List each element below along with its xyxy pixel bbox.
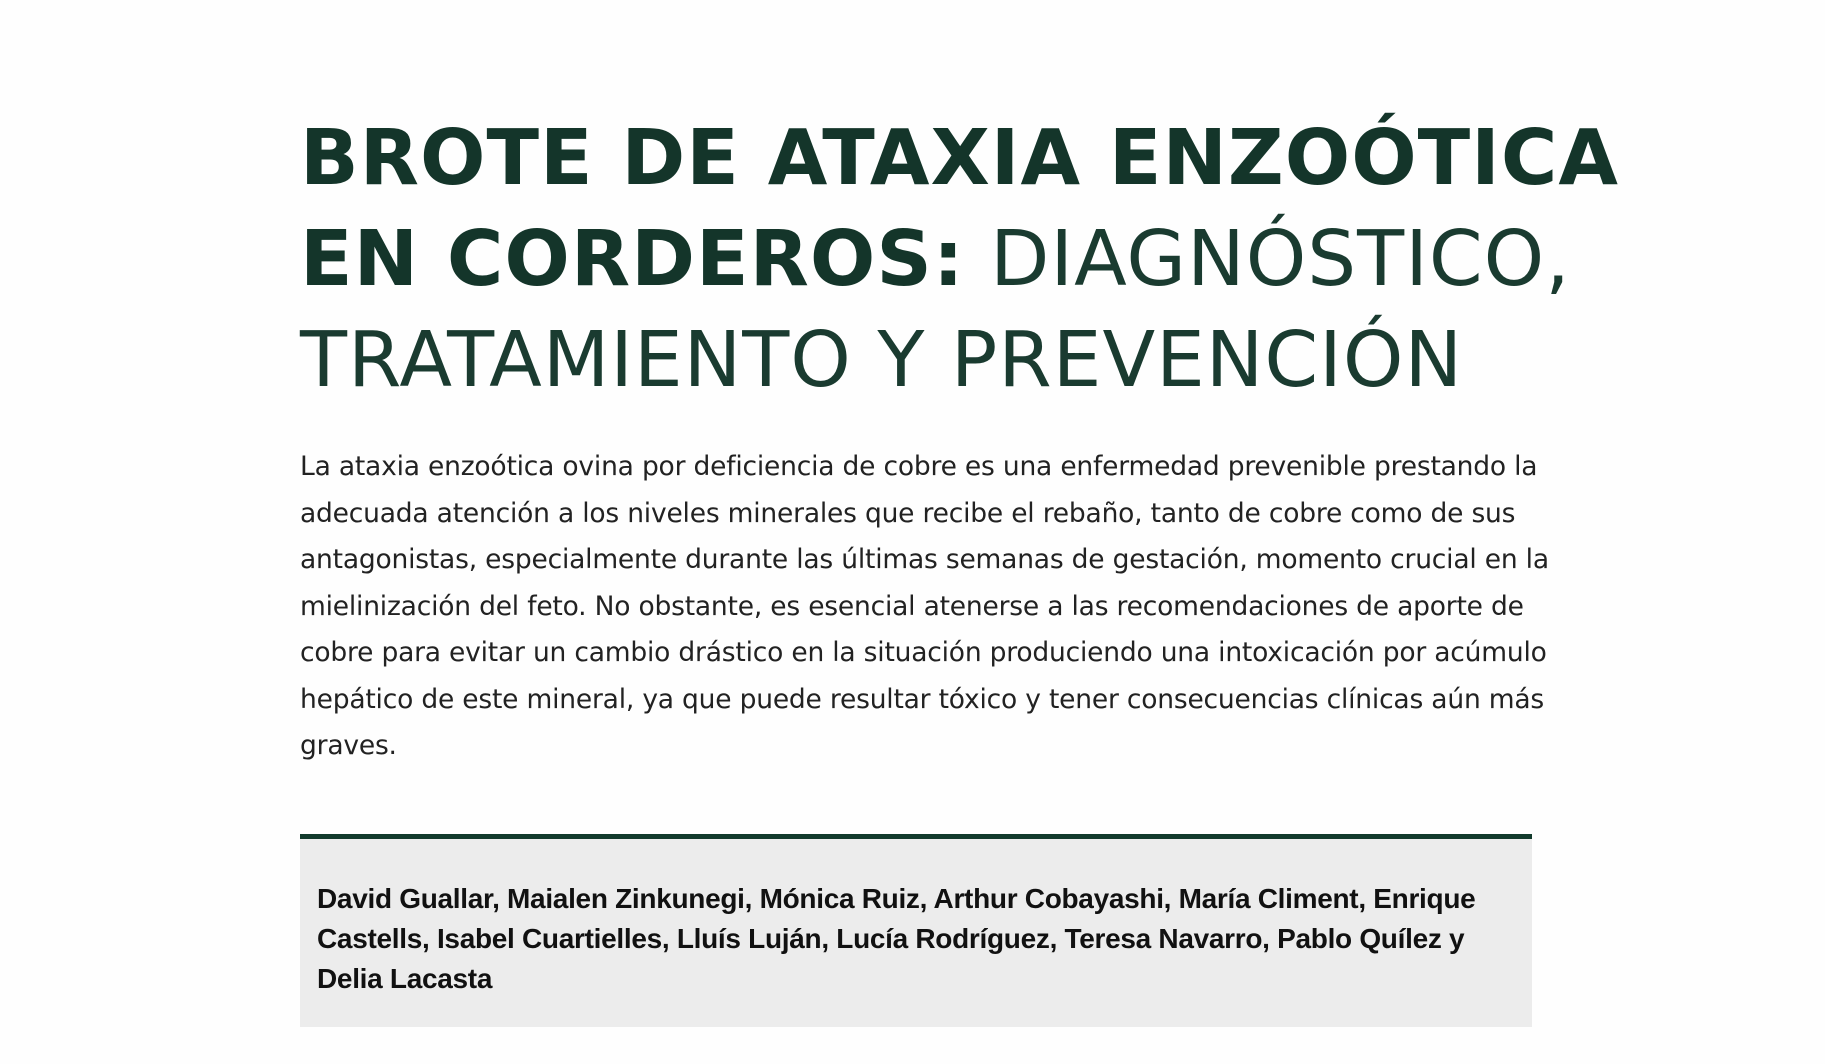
title-line-1: BROTE DE ATAXIA ENZOÓTICA (300, 114, 1619, 203)
article-abstract: La ataxia enzoótica ovina por deficiencia de cobre es una enfermedad prevenible prestando la adecuada atención a los niveles minerales que recibe el rebaño, tanto de cobre como de sus antagonistas, especialmente durante las últimas semanas de gestación, momento crucial en la mielinización del feto. No obstante, es esencial atenerse a las recomendaciones de aporte de cobre para evitar un cambio drástico en la situación produciendo una intoxicación por acúmulo hepático de este mineral, ya que puede resultar tóxico y tener consecuencias clínicas aún más graves. (300, 451, 1549, 761)
authors-box (300, 839, 1532, 1027)
article-title (300, 108, 1619, 411)
authors-list: David Guallar, Maialen Zinkunegi, Mónica Ruiz, Arthur Cobayashi, María Climent, Enrique Castells, Isabel Cuartielles, Lluís Luján, Lucía Rodríguez, Teresa Navarro, Pablo Quílez y Delia Lacasta (317, 883, 1476, 994)
title-line-2 (300, 209, 1600, 310)
title-line-2-bold: EN CORDEROS: (300, 215, 965, 304)
title-line-2-light: DIAGNÓSTICO, (964, 215, 1571, 304)
title-line-3: TRATAMIENTO Y PREVENCIÓN (300, 316, 1464, 405)
